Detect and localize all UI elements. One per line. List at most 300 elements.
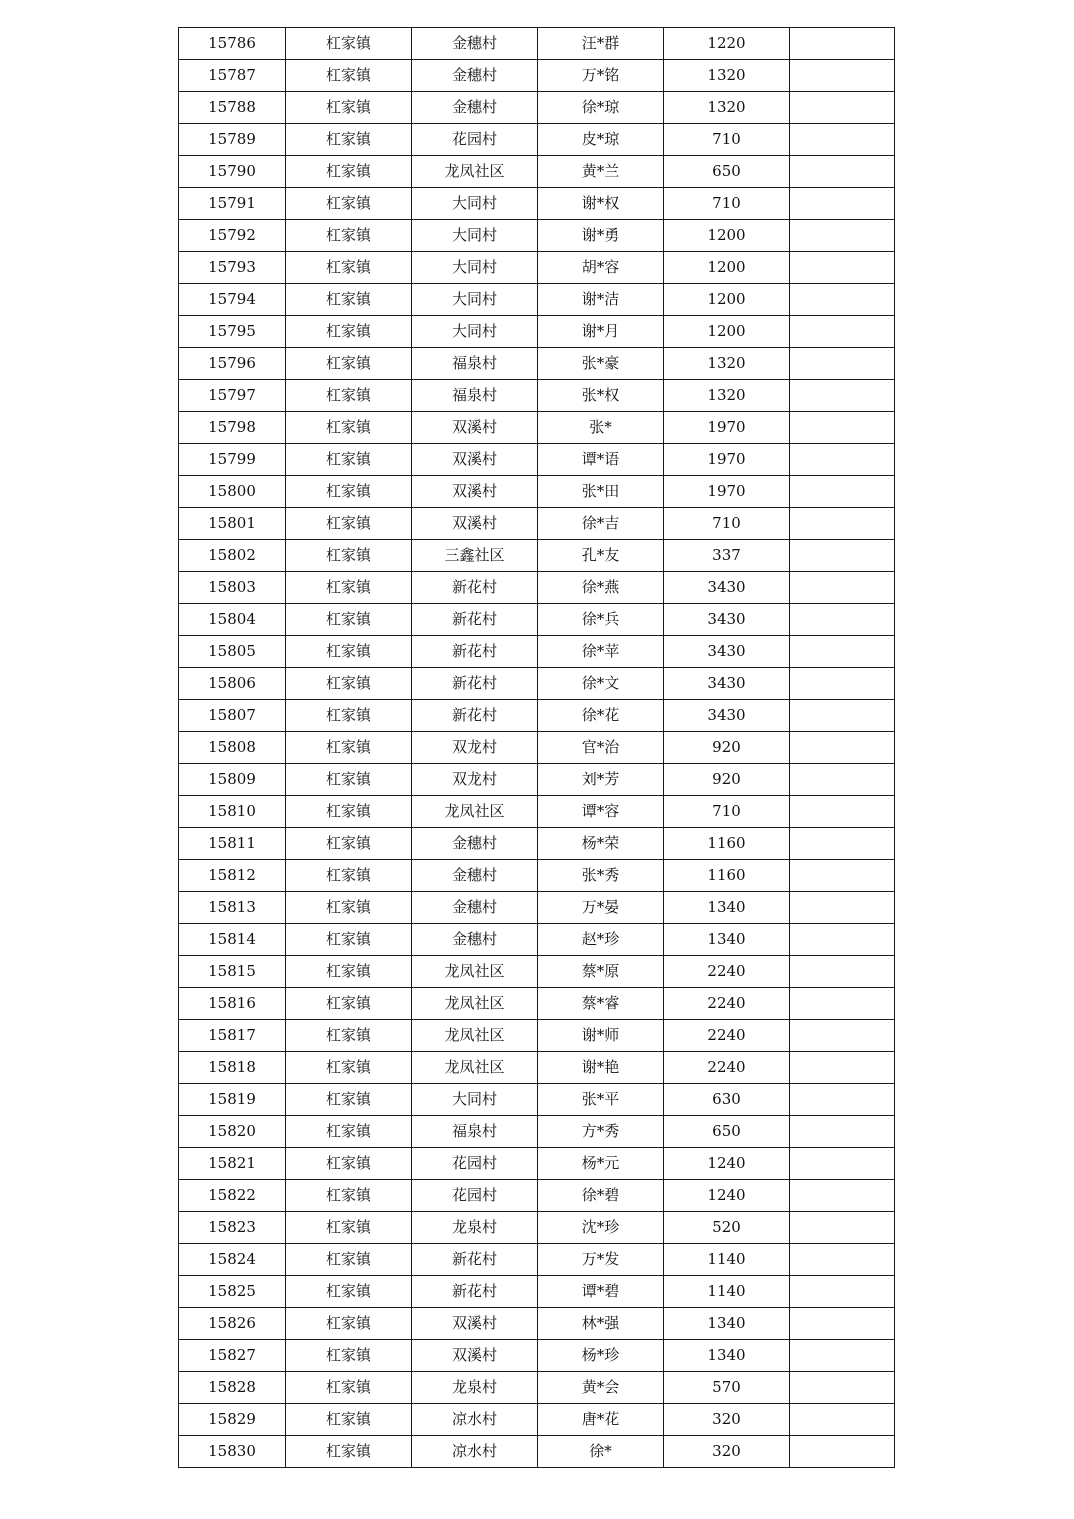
town-cell: 杠家镇 bbox=[286, 572, 412, 604]
village-cell: 大同村 bbox=[412, 284, 538, 316]
serial-number-cell: 15791 bbox=[179, 188, 286, 220]
serial-number-cell: 15790 bbox=[179, 156, 286, 188]
town-cell: 杠家镇 bbox=[286, 1372, 412, 1404]
town-cell: 杠家镇 bbox=[286, 380, 412, 412]
village-cell: 双溪村 bbox=[412, 444, 538, 476]
note-cell bbox=[790, 1276, 895, 1308]
amount-cell: 3430 bbox=[664, 604, 790, 636]
village-cell: 龙凤社区 bbox=[412, 988, 538, 1020]
town-cell: 杠家镇 bbox=[286, 828, 412, 860]
town-cell: 杠家镇 bbox=[286, 412, 412, 444]
note-cell bbox=[790, 508, 895, 540]
note-cell bbox=[790, 1340, 895, 1372]
table-row bbox=[179, 412, 895, 444]
note-cell bbox=[790, 668, 895, 700]
town-cell: 杠家镇 bbox=[286, 636, 412, 668]
town-cell: 杠家镇 bbox=[286, 508, 412, 540]
amount-cell: 2240 bbox=[664, 1052, 790, 1084]
name-cell: 蔡*原 bbox=[538, 956, 664, 988]
serial-number-cell: 15818 bbox=[179, 1052, 286, 1084]
note-cell bbox=[790, 316, 895, 348]
amount-cell: 630 bbox=[664, 1084, 790, 1116]
village-cell: 花园村 bbox=[412, 124, 538, 156]
serial-number-cell: 15810 bbox=[179, 796, 286, 828]
serial-number-cell: 15801 bbox=[179, 508, 286, 540]
amount-cell: 3430 bbox=[664, 668, 790, 700]
name-cell: 黄*兰 bbox=[538, 156, 664, 188]
table-row bbox=[179, 380, 895, 412]
note-cell bbox=[790, 796, 895, 828]
serial-number-cell: 15817 bbox=[179, 1020, 286, 1052]
amount-cell: 1140 bbox=[664, 1244, 790, 1276]
town-cell: 杠家镇 bbox=[286, 540, 412, 572]
village-cell: 金穗村 bbox=[412, 860, 538, 892]
table-row bbox=[179, 636, 895, 668]
town-cell: 杠家镇 bbox=[286, 1404, 412, 1436]
town-cell: 杠家镇 bbox=[286, 156, 412, 188]
note-cell bbox=[790, 1052, 895, 1084]
serial-number-cell: 15788 bbox=[179, 92, 286, 124]
serial-number-cell: 15795 bbox=[179, 316, 286, 348]
village-cell: 金穗村 bbox=[412, 92, 538, 124]
serial-number-cell: 15830 bbox=[179, 1436, 286, 1468]
town-cell: 杠家镇 bbox=[286, 188, 412, 220]
town-cell: 杠家镇 bbox=[286, 732, 412, 764]
town-cell: 杠家镇 bbox=[286, 604, 412, 636]
table-row bbox=[179, 348, 895, 380]
town-cell: 杠家镇 bbox=[286, 1084, 412, 1116]
name-cell: 胡*容 bbox=[538, 252, 664, 284]
village-cell: 龙泉村 bbox=[412, 1212, 538, 1244]
town-cell: 杠家镇 bbox=[286, 924, 412, 956]
name-cell: 方*秀 bbox=[538, 1116, 664, 1148]
village-cell: 大同村 bbox=[412, 220, 538, 252]
table-row bbox=[179, 1052, 895, 1084]
name-cell: 谢*勇 bbox=[538, 220, 664, 252]
amount-cell: 337 bbox=[664, 540, 790, 572]
town-cell: 杠家镇 bbox=[286, 1436, 412, 1468]
village-cell: 金穗村 bbox=[412, 828, 538, 860]
village-cell: 金穗村 bbox=[412, 892, 538, 924]
town-cell: 杠家镇 bbox=[286, 92, 412, 124]
serial-number-cell: 15815 bbox=[179, 956, 286, 988]
name-cell: 谭*碧 bbox=[538, 1276, 664, 1308]
serial-number-cell: 15821 bbox=[179, 1148, 286, 1180]
village-cell: 龙凤社区 bbox=[412, 156, 538, 188]
amount-cell: 1970 bbox=[664, 476, 790, 508]
village-cell: 凉水村 bbox=[412, 1436, 538, 1468]
village-cell: 福泉村 bbox=[412, 380, 538, 412]
note-cell bbox=[790, 92, 895, 124]
note-cell bbox=[790, 1148, 895, 1180]
village-cell: 新花村 bbox=[412, 572, 538, 604]
table-row bbox=[179, 956, 895, 988]
note-cell bbox=[790, 1180, 895, 1212]
table-row bbox=[179, 1436, 895, 1468]
serial-number-cell: 15793 bbox=[179, 252, 286, 284]
serial-number-cell: 15796 bbox=[179, 348, 286, 380]
amount-cell: 1970 bbox=[664, 412, 790, 444]
note-cell bbox=[790, 1116, 895, 1148]
name-cell: 徐*吉 bbox=[538, 508, 664, 540]
table-row bbox=[179, 892, 895, 924]
amount-cell: 320 bbox=[664, 1404, 790, 1436]
table-row bbox=[179, 124, 895, 156]
note-cell bbox=[790, 636, 895, 668]
serial-number-cell: 15807 bbox=[179, 700, 286, 732]
name-cell: 蔡*睿 bbox=[538, 988, 664, 1020]
name-cell: 孔*友 bbox=[538, 540, 664, 572]
name-cell: 徐*碧 bbox=[538, 1180, 664, 1212]
serial-number-cell: 15804 bbox=[179, 604, 286, 636]
note-cell bbox=[790, 700, 895, 732]
serial-number-cell: 15819 bbox=[179, 1084, 286, 1116]
serial-number-cell: 15809 bbox=[179, 764, 286, 796]
village-cell: 双溪村 bbox=[412, 1308, 538, 1340]
name-cell: 刘*芳 bbox=[538, 764, 664, 796]
name-cell: 万*发 bbox=[538, 1244, 664, 1276]
amount-cell: 1200 bbox=[664, 284, 790, 316]
serial-number-cell: 15827 bbox=[179, 1340, 286, 1372]
name-cell: 谢*月 bbox=[538, 316, 664, 348]
village-cell: 龙泉村 bbox=[412, 1372, 538, 1404]
village-cell: 三鑫社区 bbox=[412, 540, 538, 572]
note-cell bbox=[790, 28, 895, 60]
serial-number-cell: 15786 bbox=[179, 28, 286, 60]
name-cell: 张* bbox=[538, 412, 664, 444]
table-row bbox=[179, 1116, 895, 1148]
village-cell: 双溪村 bbox=[412, 476, 538, 508]
table-row bbox=[179, 444, 895, 476]
serial-number-cell: 15799 bbox=[179, 444, 286, 476]
note-cell bbox=[790, 1084, 895, 1116]
name-cell: 皮*琼 bbox=[538, 124, 664, 156]
note-cell bbox=[790, 1436, 895, 1468]
amount-cell: 1200 bbox=[664, 316, 790, 348]
table-row bbox=[179, 1148, 895, 1180]
name-cell: 张*平 bbox=[538, 1084, 664, 1116]
table-row bbox=[179, 828, 895, 860]
note-cell bbox=[790, 252, 895, 284]
village-cell: 福泉村 bbox=[412, 348, 538, 380]
name-cell: 杨*元 bbox=[538, 1148, 664, 1180]
amount-cell: 1160 bbox=[664, 828, 790, 860]
note-cell bbox=[790, 188, 895, 220]
village-cell: 大同村 bbox=[412, 188, 538, 220]
serial-number-cell: 15800 bbox=[179, 476, 286, 508]
table-row bbox=[179, 572, 895, 604]
serial-number-cell: 15806 bbox=[179, 668, 286, 700]
table-row bbox=[179, 860, 895, 892]
town-cell: 杠家镇 bbox=[286, 764, 412, 796]
town-cell: 杠家镇 bbox=[286, 124, 412, 156]
table-row bbox=[179, 604, 895, 636]
town-cell: 杠家镇 bbox=[286, 60, 412, 92]
village-cell: 金穗村 bbox=[412, 924, 538, 956]
table-row bbox=[179, 1244, 895, 1276]
village-cell: 新花村 bbox=[412, 1276, 538, 1308]
town-cell: 杠家镇 bbox=[286, 892, 412, 924]
village-cell: 大同村 bbox=[412, 1084, 538, 1116]
town-cell: 杠家镇 bbox=[286, 1148, 412, 1180]
town-cell: 杠家镇 bbox=[286, 444, 412, 476]
name-cell: 谭*容 bbox=[538, 796, 664, 828]
town-cell: 杠家镇 bbox=[286, 1244, 412, 1276]
name-cell: 谢*权 bbox=[538, 188, 664, 220]
table-row bbox=[179, 1180, 895, 1212]
name-cell: 杨*珍 bbox=[538, 1340, 664, 1372]
village-cell: 龙凤社区 bbox=[412, 956, 538, 988]
amount-cell: 1140 bbox=[664, 1276, 790, 1308]
name-cell: 黄*会 bbox=[538, 1372, 664, 1404]
note-cell bbox=[790, 828, 895, 860]
table-row bbox=[179, 1404, 895, 1436]
note-cell bbox=[790, 220, 895, 252]
amount-cell: 710 bbox=[664, 124, 790, 156]
amount-cell: 710 bbox=[664, 508, 790, 540]
town-cell: 杠家镇 bbox=[286, 1276, 412, 1308]
name-cell: 谢*洁 bbox=[538, 284, 664, 316]
town-cell: 杠家镇 bbox=[286, 1020, 412, 1052]
table-row bbox=[179, 764, 895, 796]
village-cell: 龙凤社区 bbox=[412, 1052, 538, 1084]
name-cell: 万*铭 bbox=[538, 60, 664, 92]
town-cell: 杠家镇 bbox=[286, 1308, 412, 1340]
village-cell: 新花村 bbox=[412, 700, 538, 732]
amount-cell: 2240 bbox=[664, 988, 790, 1020]
name-cell: 唐*花 bbox=[538, 1404, 664, 1436]
amount-cell: 2240 bbox=[664, 1020, 790, 1052]
name-cell: 徐*苹 bbox=[538, 636, 664, 668]
serial-number-cell: 15812 bbox=[179, 860, 286, 892]
town-cell: 杠家镇 bbox=[286, 988, 412, 1020]
name-cell: 徐*文 bbox=[538, 668, 664, 700]
village-cell: 龙凤社区 bbox=[412, 796, 538, 828]
note-cell bbox=[790, 124, 895, 156]
town-cell: 杠家镇 bbox=[286, 220, 412, 252]
serial-number-cell: 15797 bbox=[179, 380, 286, 412]
table-row bbox=[179, 1020, 895, 1052]
serial-number-cell: 15823 bbox=[179, 1212, 286, 1244]
name-cell: 徐*花 bbox=[538, 700, 664, 732]
table-row bbox=[179, 988, 895, 1020]
serial-number-cell: 15789 bbox=[179, 124, 286, 156]
table-row bbox=[179, 732, 895, 764]
town-cell: 杠家镇 bbox=[286, 316, 412, 348]
serial-number-cell: 15798 bbox=[179, 412, 286, 444]
amount-cell: 570 bbox=[664, 1372, 790, 1404]
amount-cell: 650 bbox=[664, 156, 790, 188]
name-cell: 徐*琼 bbox=[538, 92, 664, 124]
amount-cell: 2240 bbox=[664, 956, 790, 988]
table-row bbox=[179, 60, 895, 92]
note-cell bbox=[790, 604, 895, 636]
name-cell: 汪*群 bbox=[538, 28, 664, 60]
village-cell: 福泉村 bbox=[412, 1116, 538, 1148]
name-cell: 张*秀 bbox=[538, 860, 664, 892]
name-cell: 徐*兵 bbox=[538, 604, 664, 636]
village-cell: 大同村 bbox=[412, 252, 538, 284]
note-cell bbox=[790, 892, 895, 924]
amount-cell: 1320 bbox=[664, 60, 790, 92]
serial-number-cell: 15803 bbox=[179, 572, 286, 604]
serial-number-cell: 15828 bbox=[179, 1372, 286, 1404]
note-cell bbox=[790, 764, 895, 796]
town-cell: 杠家镇 bbox=[286, 1116, 412, 1148]
serial-number-cell: 15822 bbox=[179, 1180, 286, 1212]
serial-number-cell: 15825 bbox=[179, 1276, 286, 1308]
serial-number-cell: 15829 bbox=[179, 1404, 286, 1436]
serial-number-cell: 15824 bbox=[179, 1244, 286, 1276]
amount-cell: 650 bbox=[664, 1116, 790, 1148]
village-cell: 双龙村 bbox=[412, 732, 538, 764]
note-cell bbox=[790, 348, 895, 380]
name-cell: 林*强 bbox=[538, 1308, 664, 1340]
village-cell: 新花村 bbox=[412, 636, 538, 668]
village-cell: 大同村 bbox=[412, 316, 538, 348]
table-row bbox=[179, 188, 895, 220]
name-cell: 赵*珍 bbox=[538, 924, 664, 956]
table-row bbox=[179, 92, 895, 124]
note-cell bbox=[790, 444, 895, 476]
serial-number-cell: 15820 bbox=[179, 1116, 286, 1148]
name-cell: 谭*语 bbox=[538, 444, 664, 476]
town-cell: 杠家镇 bbox=[286, 1212, 412, 1244]
town-cell: 杠家镇 bbox=[286, 1052, 412, 1084]
town-cell: 杠家镇 bbox=[286, 956, 412, 988]
serial-number-cell: 15811 bbox=[179, 828, 286, 860]
town-cell: 杠家镇 bbox=[286, 1180, 412, 1212]
serial-number-cell: 15826 bbox=[179, 1308, 286, 1340]
table-row bbox=[179, 668, 895, 700]
table-row bbox=[179, 796, 895, 828]
village-cell: 新花村 bbox=[412, 604, 538, 636]
note-cell bbox=[790, 1244, 895, 1276]
table-row bbox=[179, 1340, 895, 1372]
note-cell bbox=[790, 956, 895, 988]
village-cell: 双溪村 bbox=[412, 508, 538, 540]
note-cell bbox=[790, 540, 895, 572]
note-cell bbox=[790, 1212, 895, 1244]
table-row bbox=[179, 1276, 895, 1308]
table-row bbox=[179, 28, 895, 60]
serial-number-cell: 15802 bbox=[179, 540, 286, 572]
table-row bbox=[179, 1372, 895, 1404]
amount-cell: 710 bbox=[664, 188, 790, 220]
amount-cell: 1200 bbox=[664, 220, 790, 252]
amount-cell: 1200 bbox=[664, 252, 790, 284]
amount-cell: 1340 bbox=[664, 1308, 790, 1340]
table-row bbox=[179, 700, 895, 732]
town-cell: 杠家镇 bbox=[286, 1340, 412, 1372]
village-cell: 龙凤社区 bbox=[412, 1020, 538, 1052]
name-cell: 徐*燕 bbox=[538, 572, 664, 604]
table-row bbox=[179, 1308, 895, 1340]
name-cell: 沈*珍 bbox=[538, 1212, 664, 1244]
amount-cell: 3430 bbox=[664, 572, 790, 604]
serial-number-cell: 15808 bbox=[179, 732, 286, 764]
name-cell: 张*豪 bbox=[538, 348, 664, 380]
village-cell: 金穗村 bbox=[412, 28, 538, 60]
table-row bbox=[179, 476, 895, 508]
serial-number-cell: 15792 bbox=[179, 220, 286, 252]
town-cell: 杠家镇 bbox=[286, 796, 412, 828]
name-cell: 谢*师 bbox=[538, 1020, 664, 1052]
town-cell: 杠家镇 bbox=[286, 668, 412, 700]
amount-cell: 710 bbox=[664, 796, 790, 828]
village-cell: 花园村 bbox=[412, 1180, 538, 1212]
table-row bbox=[179, 316, 895, 348]
roster-table-body bbox=[179, 28, 895, 1468]
name-cell: 杨*荣 bbox=[538, 828, 664, 860]
serial-number-cell: 15813 bbox=[179, 892, 286, 924]
town-cell: 杠家镇 bbox=[286, 28, 412, 60]
amount-cell: 1320 bbox=[664, 380, 790, 412]
name-cell: 张*田 bbox=[538, 476, 664, 508]
table-row bbox=[179, 156, 895, 188]
amount-cell: 1320 bbox=[664, 92, 790, 124]
note-cell bbox=[790, 60, 895, 92]
note-cell bbox=[790, 1020, 895, 1052]
amount-cell: 1240 bbox=[664, 1180, 790, 1212]
table-row bbox=[179, 1084, 895, 1116]
table-row bbox=[179, 1212, 895, 1244]
name-cell: 徐* bbox=[538, 1436, 664, 1468]
serial-number-cell: 15814 bbox=[179, 924, 286, 956]
town-cell: 杠家镇 bbox=[286, 252, 412, 284]
table-row bbox=[179, 508, 895, 540]
serial-number-cell: 15794 bbox=[179, 284, 286, 316]
note-cell bbox=[790, 924, 895, 956]
amount-cell: 1340 bbox=[664, 892, 790, 924]
name-cell: 官*治 bbox=[538, 732, 664, 764]
note-cell bbox=[790, 1404, 895, 1436]
amount-cell: 920 bbox=[664, 732, 790, 764]
serial-number-cell: 15787 bbox=[179, 60, 286, 92]
name-cell: 万*晏 bbox=[538, 892, 664, 924]
note-cell bbox=[790, 732, 895, 764]
table-row bbox=[179, 540, 895, 572]
town-cell: 杠家镇 bbox=[286, 348, 412, 380]
amount-cell: 1340 bbox=[664, 924, 790, 956]
town-cell: 杠家镇 bbox=[286, 476, 412, 508]
village-cell: 新花村 bbox=[412, 1244, 538, 1276]
serial-number-cell: 15805 bbox=[179, 636, 286, 668]
village-cell: 双溪村 bbox=[412, 1340, 538, 1372]
note-cell bbox=[790, 380, 895, 412]
amount-cell: 320 bbox=[664, 1436, 790, 1468]
village-cell: 凉水村 bbox=[412, 1404, 538, 1436]
table-row bbox=[179, 284, 895, 316]
town-cell: 杠家镇 bbox=[286, 860, 412, 892]
note-cell bbox=[790, 572, 895, 604]
amount-cell: 920 bbox=[664, 764, 790, 796]
roster-table bbox=[178, 27, 895, 1468]
note-cell bbox=[790, 156, 895, 188]
town-cell: 杠家镇 bbox=[286, 284, 412, 316]
amount-cell: 1160 bbox=[664, 860, 790, 892]
table-row bbox=[179, 252, 895, 284]
village-cell: 金穗村 bbox=[412, 60, 538, 92]
amount-cell: 520 bbox=[664, 1212, 790, 1244]
amount-cell: 3430 bbox=[664, 700, 790, 732]
village-cell: 新花村 bbox=[412, 668, 538, 700]
amount-cell: 1320 bbox=[664, 348, 790, 380]
village-cell: 花园村 bbox=[412, 1148, 538, 1180]
serial-number-cell: 15816 bbox=[179, 988, 286, 1020]
amount-cell: 3430 bbox=[664, 636, 790, 668]
name-cell: 张*权 bbox=[538, 380, 664, 412]
